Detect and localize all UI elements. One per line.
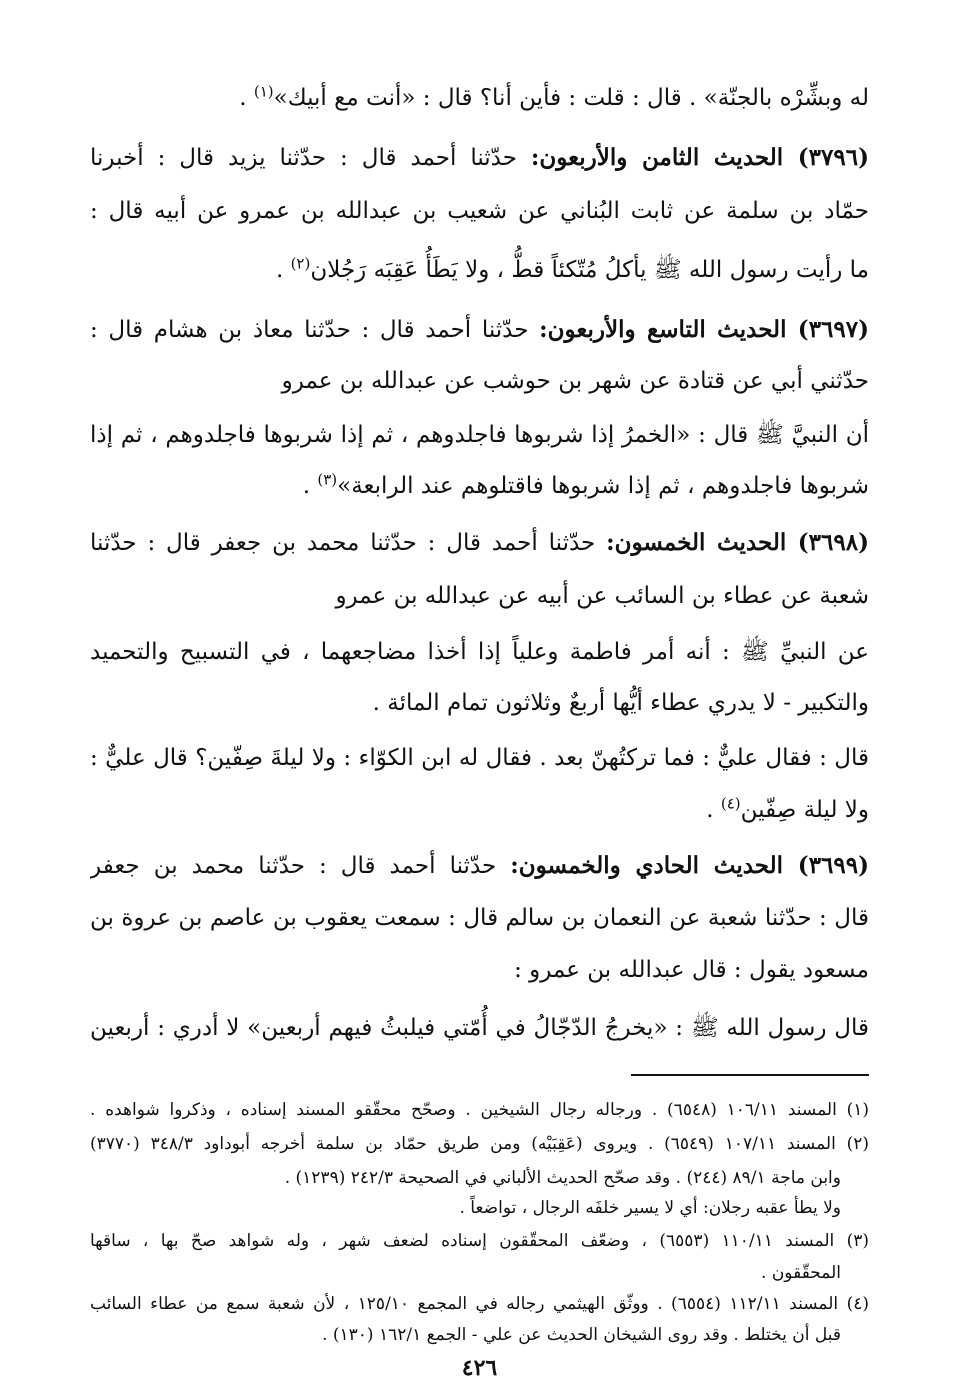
text-line-17: مسعود يقول : قال عبدالله بن عمرو : <box>514 957 869 983</box>
line-1-end: . <box>239 85 254 111</box>
hadith-heading-51: (٣٦٩٩) الحديث الحادي والخمسون: <box>510 852 869 879</box>
hadith-heading-48: (٣٧٩٦) الحديث الثامن والأربعون: <box>530 144 869 171</box>
text-line-16: قال : حدّثنا شعبة عن النعمان بن سالم قال : سمعت يعقوب بن عاصم بن عروة بن <box>90 905 869 931</box>
line-1-text: له وبشِّرْه بالجنّة» . قال : قلت : فأين أنا؟ قال : «أنت مع أبيك» <box>273 85 869 111</box>
hadith-heading-49: (٣٦٩٧) الحديث التاسع والأربعون: <box>539 316 869 343</box>
text-line-8 <box>90 460 869 512</box>
text-line-6: حدّثني أبي عن قتادة عن شهر بن حوشب عن عبدالله بن عمرو <box>281 368 869 394</box>
text-line-7: أن النبيَّ ﷺ قال : «الخمرُ إذا شربوها فاجلدوهم ، ثم إذا شربوها فاجلدوهم ، ثم إذا <box>90 422 869 448</box>
text-line-11: عن النبيِّ ﷺ : أنه أمر فاطمة وعلياً إذا أخذا مضاجعهما ، في التسبيح والتحميد <box>90 639 869 665</box>
text-line-4 <box>90 244 869 296</box>
footnote-2-continued: وابن ماجة ٨٩/١ (٢٤٤) . وقد صحّح الحديث الألباني في الصحيحة ٢٤٢/٣ (١٢٣٩) . <box>284 1168 841 1188</box>
hadith-51-chain: حدّثنا أحمد قال : حدّثنا محمد بن جعفر <box>90 853 511 879</box>
footnote-4: (٤) المسند ١١٢/١١ (٦٥٥٤) . ووثّق الهيثمي رجاله في المجمع ١٢٥/١٠ ، لأن شعبة سمع من عطاء السائب <box>90 1294 869 1314</box>
text-line-14 <box>90 784 869 836</box>
document-page <box>90 62 869 1392</box>
line-8-text: شربوها فاجلدوهم ، ثم إذا شربوها فاقتلوهم عند الرابعة» <box>337 473 869 499</box>
footnote-2-gloss: ولا يطأ عقبه رجلان: أي لا يسير خلفَه الرجال ، تواضعاً . <box>459 1198 841 1218</box>
line-14-end: . <box>706 797 721 823</box>
line-14-text: ولا ليلة صِفّين <box>740 797 869 823</box>
footnote-ref-4: (٤) <box>720 794 741 813</box>
hadith-50-chain: حدّثنا أحمد قال : حدّثنا محمد بن جعفر قال : حدّثنا <box>90 530 607 556</box>
footnote-2: (٢) المسند ١٠٧/١١ (٦٥٤٩) . ويروى (عَقِبَيْه) ومن طريق حمّاد بن سلمة أخرجه أبوداود ٣٤٨/٣ (٣٧٧٠) <box>90 1134 869 1154</box>
text-line-13: قال : فقال عليٌّ : فما تركتُهنّ بعد . فقال له ابن الكوّاء : ولا ليلةَ صِفّين؟ قال عليٌّ : <box>90 745 869 771</box>
hadith-3796-heading-line <box>90 132 869 184</box>
text-line-1 <box>90 72 869 124</box>
line-8-end: . <box>302 473 318 499</box>
line-4-text: ما رأيت رسول الله ﷺ يأكلُ مُتّكئاً قطُّ ، ولا يَطَأُ عَقِبَه رَجُلان <box>310 257 869 283</box>
hadith-49-chain: حدّثنا أحمد قال : حدّثنا معاذ بن هشام قال : <box>90 317 540 343</box>
hadith-48-chain: حدّثنا أحمد قال : حدّثنا يزيد قال : أخبرنا <box>90 145 531 171</box>
hadith-3699-heading-line <box>90 840 869 892</box>
text-line-3: حمّاد بن سلمة عن ثابت البُناني عن شعيب بن عبدالله بن عمرو عن أبيه قال : <box>90 198 869 224</box>
footnote-3: (٣) المسند ١١٠/١١ (٦٥٥٣) ، وضعّف المحقّقون إسناده لضعف شهر ، وله شواهد صحّ بها ، ساقها <box>90 1231 869 1251</box>
footnote-1: (١) المسند ١٠٦/١١ (٦٥٤٨) . ورجاله رجال الشيخين . وصحّح محقّقو المسند إسناده ، وذكروا شواهده . <box>90 1100 869 1120</box>
page-number: ٤٢٦ <box>461 1355 498 1381</box>
text-line-12: والتكبير - لا يدري عطاء أيُّها أربعٌ وثلاثون تمام المائة . <box>372 690 869 716</box>
footnote-4-continued: قبل أن يختلط . وقد روى الشيخان الحديث عن علي - الجمع ١٦٢/١ (١٣٠) . <box>322 1325 841 1345</box>
hadith-heading-50: (٣٦٩٨) الحديث الخمسون: <box>606 529 869 556</box>
footnote-ref-2: (٢) <box>290 254 311 273</box>
footnote-3-continued: المحقّقون . <box>761 1263 841 1283</box>
text-line-18: قال رسول الله ﷺ : «يخرجُ الدّجّالُ في أُمّتي فيلبثُ فيهم أربعين» لا أدري : أربعين <box>90 1015 869 1041</box>
line-4-end: . <box>275 257 291 283</box>
hadith-3697-heading-line <box>90 304 869 356</box>
footnote-ref-1: (١) <box>253 82 274 101</box>
text-line-10: شعبة عن عطاء بن السائب عن أبيه عن عبدالله بن عمرو <box>335 583 869 609</box>
footnote-separator <box>631 1074 869 1076</box>
hadith-3698-heading-line <box>90 517 869 569</box>
footnote-ref-3: (٣) <box>317 470 338 489</box>
